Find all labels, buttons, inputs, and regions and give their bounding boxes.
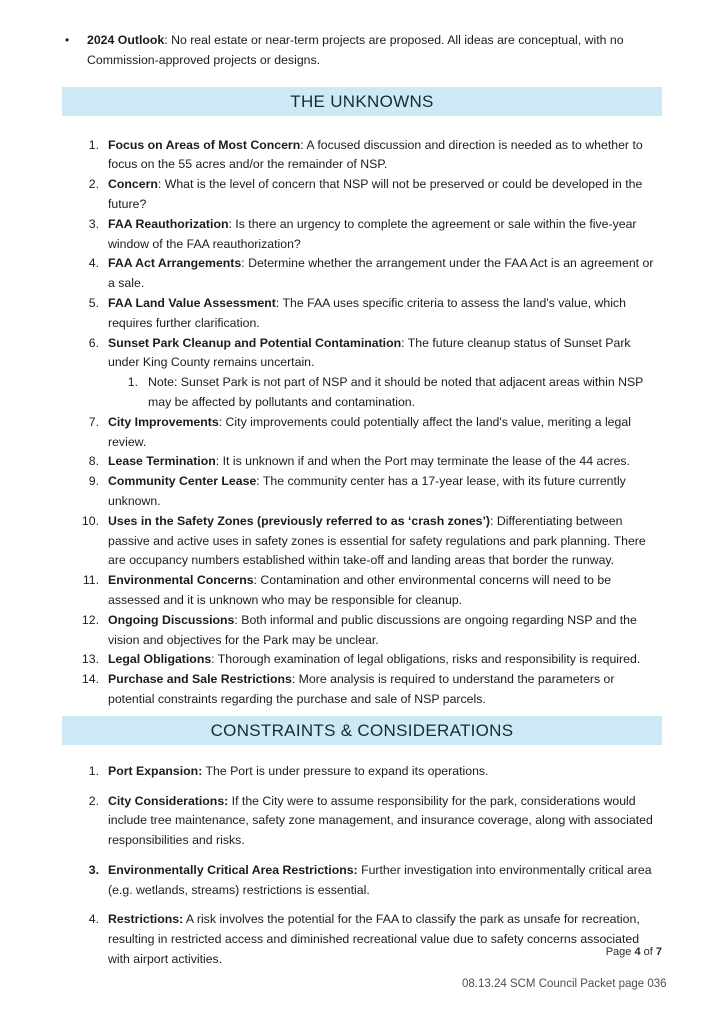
subitem-body: Note: Sunset Park is not part of NSP and it should be noted that adjacent areas within NSP may be affected by pollutants and contamination. [148, 375, 644, 409]
page-number-of: of [640, 946, 656, 958]
item-body: : Both informal and public discussions are ongoing regarding NSP and the vision and objectives for the Park may be unclear. [108, 612, 637, 647]
item-title: FAA Reauthorization [108, 216, 229, 231]
item-content [108, 861, 662, 901]
item-content [108, 512, 662, 571]
item-title: Sunset Park Cleanup and Potential Contamination [108, 335, 402, 350]
item-body: : Thorough examination of legal obligations, risks and responsibility is required. [211, 652, 641, 667]
list-item [62, 215, 662, 255]
list-item [62, 254, 662, 294]
item-body: A risk involves the potential for the FAA to classify the park as unsafe for recreation, resulting in restricted access and diminished recreational value due to safety concerns associated with airport activities. [108, 912, 640, 967]
note-subitem [108, 373, 662, 413]
item-number: 1. [88, 137, 99, 152]
item-number: 14. [81, 672, 99, 687]
list-item [62, 512, 662, 571]
item-title: FAA Act Arrangements [108, 256, 242, 271]
list-item [62, 861, 662, 901]
list-item [62, 294, 662, 334]
list-item [62, 762, 662, 782]
section-title: CONSTRAINTS & CONSIDERATIONS [210, 720, 514, 740]
bullet-icon: • [65, 33, 70, 47]
item-content [108, 452, 662, 472]
item-content [108, 334, 662, 413]
item-number: 7. [88, 414, 99, 429]
item-content [108, 254, 662, 294]
item-number: 9. [88, 474, 99, 489]
item-title: Purchase and Sale Restrictions [108, 672, 292, 687]
section-header-unknowns [62, 87, 662, 116]
page-number-current: 4 [634, 946, 641, 958]
item-number: 3. [88, 216, 99, 231]
list-item [62, 792, 662, 851]
item-content [108, 571, 662, 611]
item-content [108, 762, 662, 782]
list-item [62, 452, 662, 472]
item-body: Further investigation into environmentally critical area (e.g. wetlands, streams) restrictions is essential. [108, 862, 652, 897]
item-number: 13. [81, 652, 99, 667]
item-title: Uses in the Safety Zones (previously referred to as ‘crash zones’) [108, 513, 491, 528]
item-content [108, 910, 662, 969]
list-item [62, 334, 662, 413]
item-number: 12. [81, 612, 99, 627]
item-content [108, 294, 662, 334]
item-body: : Differentiating between passive and active uses in safety zones is essential for safety regulations and park planning. There are occupancy numbers established within take-off and landing areas that border the runway. [108, 513, 646, 568]
intro-bullet-item [62, 31, 662, 71]
subitem-number: 1. [127, 375, 138, 390]
list-item [62, 136, 662, 176]
item-title: Community Center Lease [108, 474, 257, 489]
item-body: : Contamination and other environmental concerns will need to be assessed and it is unknown who may be responsible for cleanup. [108, 573, 612, 607]
item-content [108, 472, 662, 512]
unknowns-list [62, 136, 662, 710]
item-title: City Considerations: [108, 793, 229, 808]
item-number: 6. [88, 335, 99, 350]
item-body: : More analysis is required to understand the parameters or potential constraints regarding the purchase and sale of NSP parcels. [108, 672, 615, 706]
page-number-prefix: Page [605, 946, 635, 958]
item-number: 1. [88, 763, 99, 778]
item-body: : The FAA uses specific criteria to assess the land's value, which requires further clarification. [108, 295, 626, 330]
item-body: If the City were to assume responsibility for the park, considerations would include tree maintenance, safety zone management, and insurance coverage, along with associated responsibilities and risks. [108, 793, 653, 848]
subitem-content [148, 373, 662, 413]
item-content [108, 136, 662, 176]
item-content [108, 670, 662, 710]
list-item [62, 611, 662, 651]
list-item [62, 571, 662, 611]
item-number: 4. [88, 912, 99, 927]
item-body: : Is there an urgency to complete the agreement or sale within the five-year window of the FAA reauthorization? [108, 216, 637, 251]
item-number: 2. [88, 793, 99, 808]
page-number-total: 7 [655, 946, 662, 958]
item-number: 11. [82, 573, 99, 588]
item-number: 4. [88, 256, 99, 271]
item-title: Port Expansion: [108, 763, 203, 778]
item-title: Concern [108, 177, 158, 192]
list-item [62, 472, 662, 512]
item-title: Ongoing Discussions [108, 612, 235, 627]
item-body: : City improvements could potentially affect the land's value, meriting a legal review. [108, 414, 631, 449]
item-body: : What is the level of concern that NSP will not be preserved or could be developed in the future? [108, 177, 643, 211]
intro-title: 2024 Outlook [87, 33, 165, 47]
item-body: The Port is under pressure to expand its operations. [202, 763, 489, 778]
item-body: : The community center has a 17-year lease, with its future currently unknown. [108, 474, 626, 508]
item-title: Legal Obligations [108, 652, 212, 667]
section-header-constraints [62, 716, 662, 745]
item-number: 10. [81, 513, 99, 528]
item-content [108, 611, 662, 651]
item-content [108, 792, 662, 851]
page-number [606, 945, 662, 959]
item-title: Focus on Areas of Most Concern [108, 137, 301, 152]
intro-body: : No real estate or near-term projects are proposed. All ideas are conceptual, with no Commission-approved projects or designs. [87, 33, 624, 67]
list-item [62, 175, 662, 215]
item-content [108, 215, 662, 255]
item-number: 3. [88, 862, 99, 877]
section-title: THE UNKNOWNS [290, 91, 434, 111]
list-item [62, 413, 662, 453]
item-title: Environmentally Critical Area Restrictions: [108, 862, 358, 877]
item-body: : Determine whether the arrangement under the FAA Act is an agreement or a sale. [108, 256, 654, 291]
list-item [62, 670, 662, 710]
packet-stamp: 08.13.24 SCM Council Packet page 036 [462, 978, 667, 990]
list-item [62, 650, 662, 670]
item-title: Restrictions: [108, 912, 184, 927]
item-title: City Improvements [108, 414, 219, 429]
item-body: : A focused discussion and direction is needed as to whether to focus on the 55 acres and/or the remainder of NSP. [108, 137, 643, 172]
intro-text [87, 31, 662, 71]
item-content [108, 650, 662, 670]
constraints-list [62, 762, 662, 970]
item-number: 2. [88, 177, 99, 192]
item-number: 5. [88, 295, 99, 310]
item-content [108, 413, 662, 453]
item-title: Environmental Concerns [108, 573, 254, 588]
item-title: FAA Land Value Assessment [108, 295, 276, 310]
item-body: : The future cleanup status of Sunset Park under King County remains uncertain. [108, 335, 631, 370]
list-item [62, 910, 662, 969]
item-content [108, 175, 662, 215]
item-number: 8. [88, 454, 99, 469]
item-body: : It is unknown if and when the Port may terminate the lease of the 44 acres. [215, 454, 630, 469]
item-title: Lease Termination [108, 454, 216, 469]
